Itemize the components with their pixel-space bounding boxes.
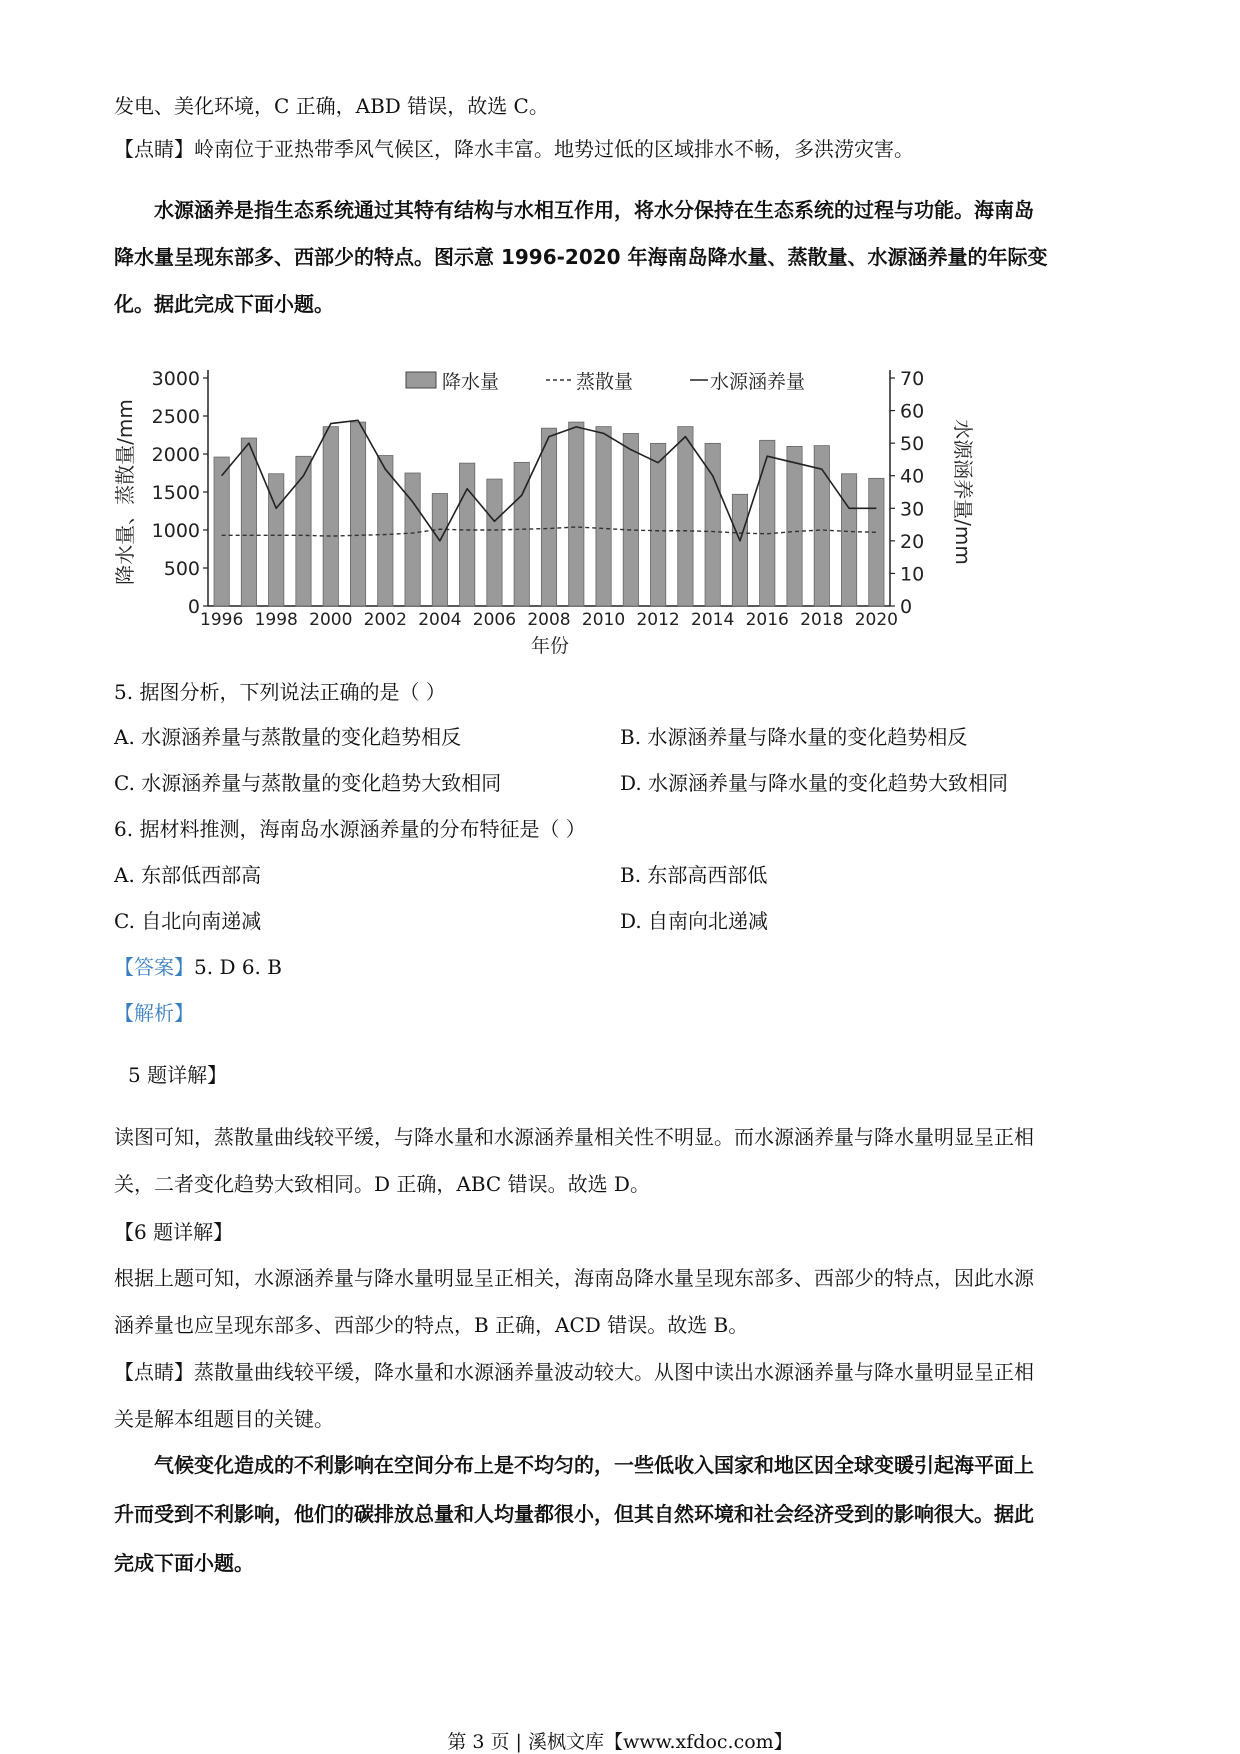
y2-tick-label: 60 <box>900 400 925 423</box>
tip-line: 【点睛】蒸散量曲线较平缓，降水量和水源涵养量波动较大。从图中读出水源涵养量与降水量明显呈正相 <box>114 1360 1034 1384</box>
x-axis-label: 年份 <box>530 635 570 657</box>
option-5a[interactable]: A. 水源涵养量与蒸散量的变化趋势相反 <box>114 725 462 749</box>
precipitation-bar <box>241 438 256 606</box>
precipitation-bar <box>841 474 856 606</box>
detail-6-line: 根据上题可知，水源涵养量与降水量明显呈正相关，海南岛降水量呈现东部多、西部少的特点，因此水源 <box>114 1266 1034 1290</box>
x-tick-label: 2012 <box>636 610 680 630</box>
precipitation-chart <box>110 348 975 658</box>
detail-5-title: 5 题详解】 <box>128 1063 228 1087</box>
option-5c[interactable]: C. 水源涵养量与蒸散量的变化趋势大致相同 <box>114 771 502 795</box>
precipitation-bar <box>650 443 665 606</box>
option-6a[interactable]: A. 东部低西部高 <box>114 863 262 887</box>
paragraph-line: 气候变化造成的不利影响在空间分布上是不均匀的，一些低收入国家和地区因全球变暖引起海平面上 <box>154 1453 1034 1477</box>
x-tick-label: 2000 <box>309 610 353 630</box>
x-tick-label: 2014 <box>691 610 735 630</box>
tip-line: 【点睛】岭南位于亚热带季风气候区，降水丰富。地势过低的区域排水不畅，多洪涝灾害。 <box>114 137 914 161</box>
y2-axis-label: 水源涵养量/mm <box>951 419 975 565</box>
precipitation-bar <box>541 428 556 606</box>
answer-value: 5. D 6. B <box>194 955 282 979</box>
precipitation-bar <box>350 422 365 606</box>
y-tick-label: 1500 <box>151 482 200 504</box>
precipitation-bar <box>378 456 393 606</box>
precipitation-bar <box>405 473 420 606</box>
detail-5-line: 关，二者变化趋势大致相同。D 正确，ABC 错误。故选 D。 <box>114 1172 650 1196</box>
x-tick-label: 1996 <box>200 610 244 630</box>
intro-paragraph-line: 降水量呈现东部多、西部少的特点。图示意 1996-2020 年海南岛降水量、蒸散量、水源涵养量的年际变 <box>114 245 1048 269</box>
y2-tick-label: 40 <box>900 465 925 488</box>
precipitation-bar <box>214 457 229 606</box>
y-tick-label: 500 <box>163 558 200 580</box>
precipitation-bar <box>460 463 475 606</box>
y2-tick-label: 30 <box>900 498 925 521</box>
answer-label: 【答案】 <box>114 955 194 979</box>
y-axis-label: 降水量、蒸散量/mm <box>113 399 137 585</box>
paragraph-line: 升而受到不利影响，他们的碳排放总量和人均量都很小，但其自然环境和社会经济受到的影响很大。据此 <box>114 1502 1034 1526</box>
precipitation-bar <box>323 427 338 606</box>
detail-5-line: 读图可知，蒸散量曲线较平缓，与降水量和水源涵养量相关性不明显。而水源涵养量与降水量明显呈正相 <box>114 1125 1034 1149</box>
legend-evapotranspiration-label: 蒸散量 <box>576 371 634 393</box>
precipitation-bar <box>487 479 502 606</box>
option-6d[interactable]: D. 自南向北递减 <box>620 909 769 933</box>
x-tick-label: 2016 <box>745 610 789 630</box>
y-tick-label: 2500 <box>151 406 200 428</box>
x-tick-label: 2006 <box>472 610 517 630</box>
paragraph-line: 完成下面小题。 <box>114 1551 254 1575</box>
question-6: 6. 据材料推测，海南岛水源涵养量的分布特征是（ ） <box>114 817 586 841</box>
x-tick-label: 2010 <box>581 610 626 630</box>
precipitation-bar <box>760 440 775 606</box>
answer-line <box>114 953 1124 981</box>
precipitation-bar <box>623 433 638 606</box>
intro-paragraph-line: 水源涵养是指生态系统通过其特有结构与水相互作用，将水分保持在生态系统的过程与功能。海南岛 <box>154 198 1034 222</box>
y-tick-label: 1000 <box>151 520 200 542</box>
precipitation-bar <box>596 427 611 606</box>
option-5b[interactable]: B. 水源涵养量与降水量的变化趋势相反 <box>620 725 968 749</box>
precipitation-bar <box>569 422 584 606</box>
tip-line: 关是解本组题目的关键。 <box>114 1407 334 1431</box>
analysis-label: 【解析】 <box>114 1001 194 1025</box>
legend-precipitation-label: 降水量 <box>442 371 500 393</box>
option-6b[interactable]: B. 东部高西部低 <box>620 863 768 887</box>
option-6c[interactable]: C. 自北向南递减 <box>114 909 262 933</box>
precipitation-bar <box>869 478 884 606</box>
precipitation-bar <box>787 446 802 606</box>
y-tick-label: 0 <box>187 596 200 618</box>
legend-water-conservation-label: 水源涵养量 <box>710 371 806 393</box>
y2-tick-label: 50 <box>900 433 925 456</box>
y2-tick-label: 10 <box>900 563 925 586</box>
detail-6-title: 【6 题详解】 <box>114 1220 234 1244</box>
legend-precipitation-swatch <box>406 372 436 388</box>
intro-paragraph-line: 化。据此完成下面小题。 <box>114 292 334 316</box>
precipitation-bar <box>432 494 447 606</box>
text-line: 发电、美化环境，C 正确，ABD 错误，故选 C。 <box>114 94 549 118</box>
y2-tick-label: 70 <box>900 368 925 390</box>
x-tick-label: 2004 <box>418 610 462 630</box>
option-5d[interactable]: D. 水源涵养量与降水量的变化趋势大致相同 <box>620 771 1009 795</box>
x-tick-label: 2020 <box>854 610 898 630</box>
y-tick-label: 3000 <box>151 368 200 390</box>
precipitation-bar <box>732 494 747 606</box>
question-5: 5. 据图分析，下列说法正确的是（ ） <box>114 680 446 704</box>
x-tick-label: 2018 <box>800 610 844 630</box>
x-tick-label: 2002 <box>363 610 407 630</box>
y-tick-label: 2000 <box>151 444 200 466</box>
y2-tick-label: 0 <box>900 596 913 618</box>
page-footer: 第 3 页 | 溪枫文库【www.xfdoc.com】 <box>447 1731 793 1753</box>
detail-6-line: 涵养量也应呈现东部多、西部少的特点，B 正确，ACD 错误。故选 B。 <box>114 1313 749 1337</box>
x-tick-label: 2008 <box>527 610 571 630</box>
x-tick-label: 1998 <box>254 610 298 630</box>
precipitation-bar <box>296 456 311 606</box>
precipitation-bar <box>678 427 693 606</box>
y2-tick-label: 20 <box>900 530 925 553</box>
